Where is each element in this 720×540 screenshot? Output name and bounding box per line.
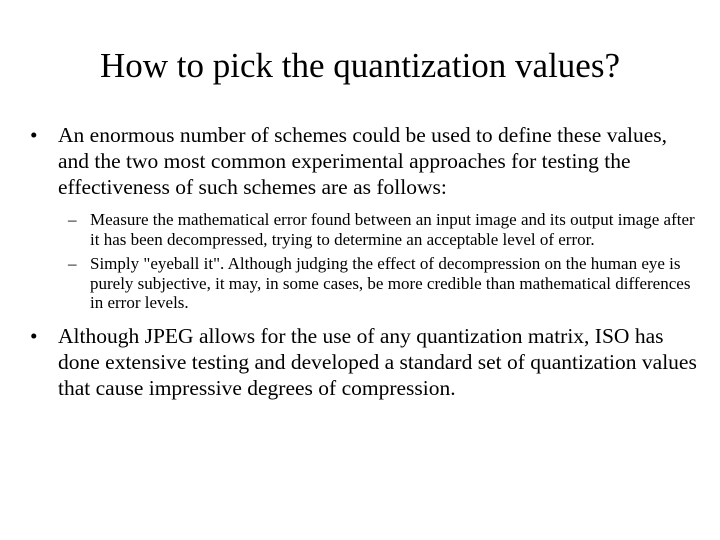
sub-bullet-marker: – — [68, 254, 77, 273]
slide-body — [30, 122, 700, 401]
bullet-text: An enormous number of schemes could be used to define these values, and the two most common experimental approaches for testing the effectiveness of such schemes are as follows: — [58, 123, 668, 199]
bullet-marker: • — [30, 323, 38, 348]
bullet-marker: • — [30, 123, 38, 147]
sub-bullet-text: Measure the mathematical error found between an input image and its output image after it has been decompressed, trying to determine an acceptable level of error. — [90, 210, 695, 249]
slide-title: How to pick the quantization values? — [100, 46, 620, 85]
bullet-item — [30, 323, 700, 401]
sub-bullet-text: Simply "eyeball it". Although judging the effect of decompression on the human eye is purely subjective, it may, in some cases, be more credible than mathematical differences in error levels. — [90, 254, 691, 312]
bullet-item — [30, 122, 700, 200]
sub-bullet-marker: – — [68, 210, 77, 229]
bullet-text: Although JPEG allows for the use of any quantization matrix, ISO has done extensive testing and developed a standard set of quantization values that cause impressive degrees of compression. — [58, 323, 697, 400]
sub-bullet-item — [30, 210, 700, 249]
sub-bullet-item — [30, 254, 700, 313]
sub-bullet-list — [30, 210, 700, 313]
